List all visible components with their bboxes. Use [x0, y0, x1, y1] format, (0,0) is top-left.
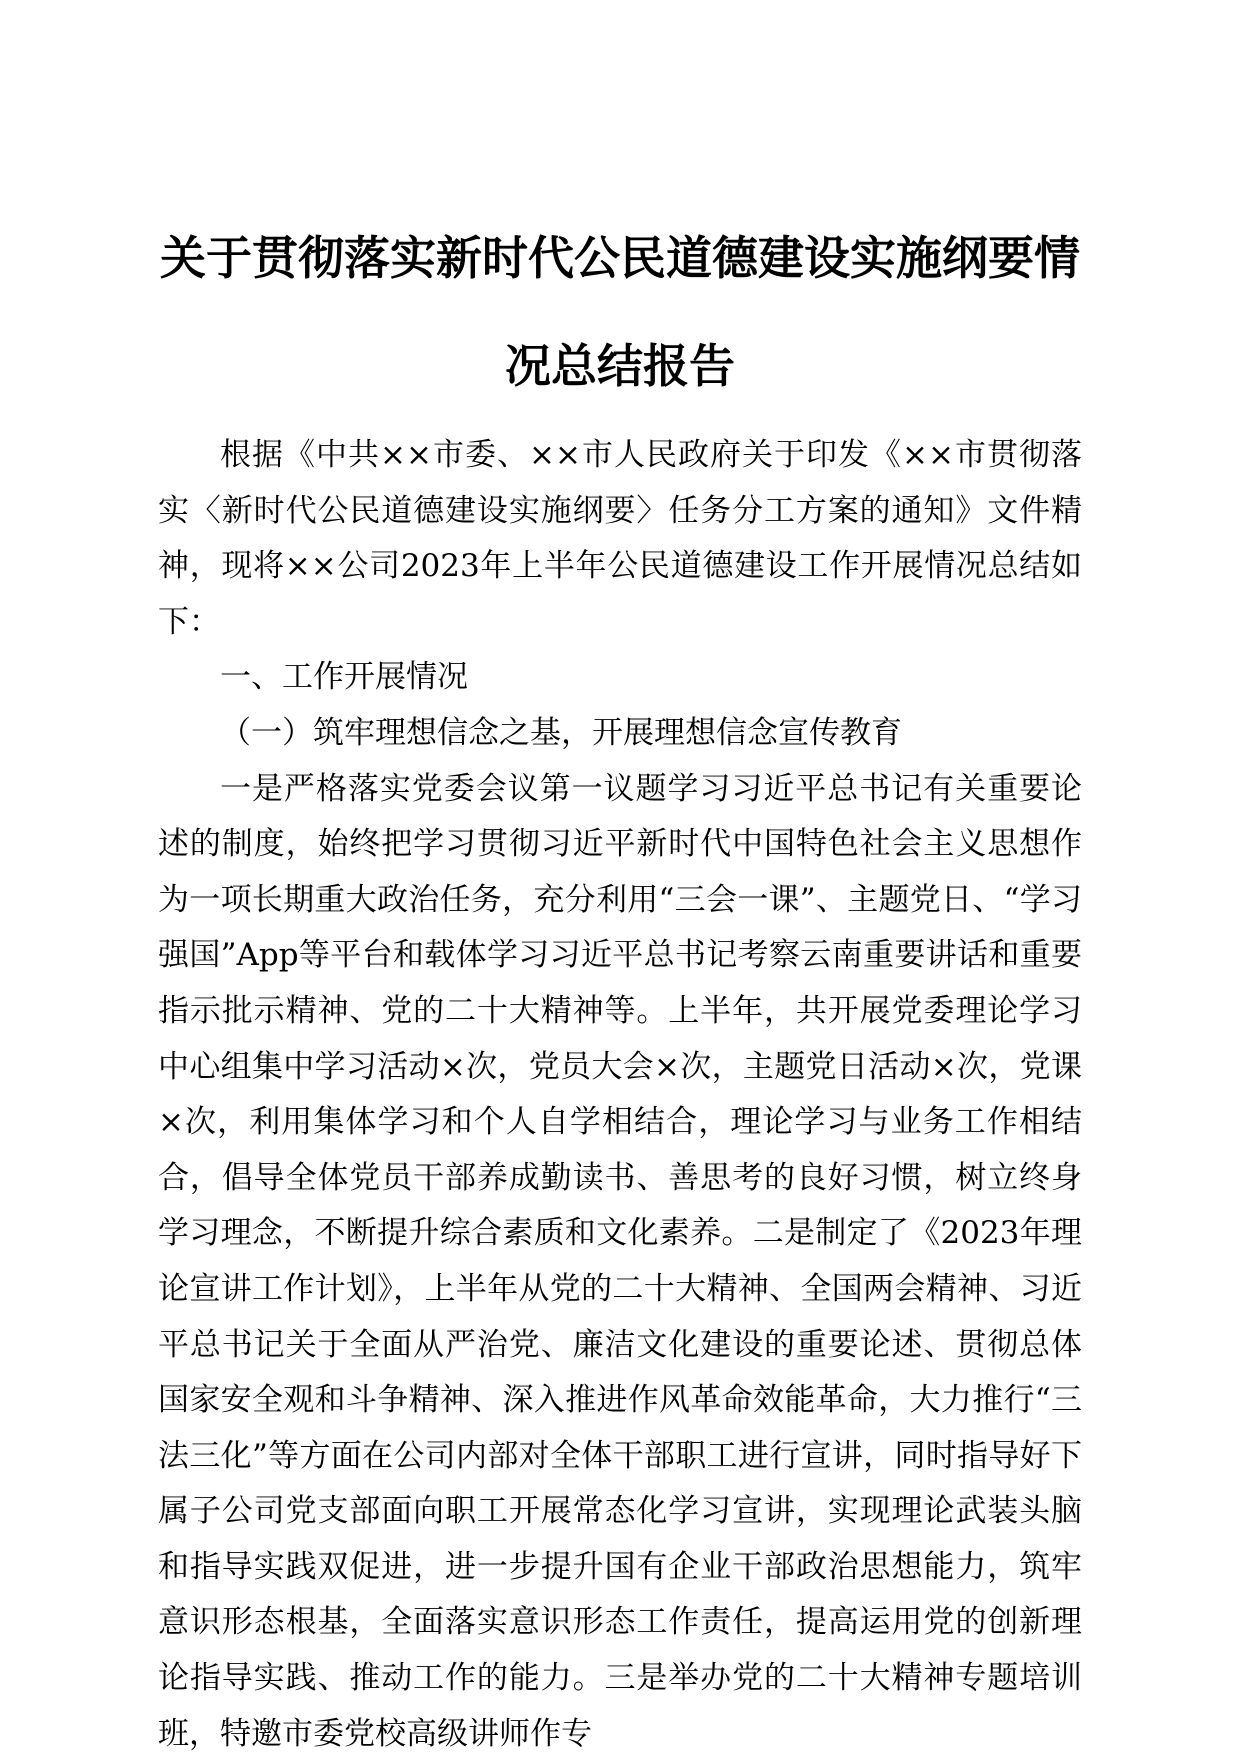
document-body	[158, 428, 1082, 1762]
section-heading: 一、工作开展情况	[220, 659, 468, 696]
body-paragraph: 一是严格落实党委会议第一议题学习习近平总书记有关重要论述的制度，始终把学习贯彻习近平新时代中国特色社会主义思想作为一项长期重大政治任务，充分利用“三会一课”、主题党日、“学习强国”App等平台和载体学习习近平总书记考察云南重要讲话和重要指示批示精神、党的二十大精神等。上半年，共开展党委理论学习中心组集中学习活动×次，党员大会×次，主题党日活动×次，党课×次，利用集体学习和个人自学相结合，理论学习与业务工作相结合，倡导全体党员干部养成勤读书、善思考的良好习惯，树立终身学习理念，不断提升综合素质和文化素养。二是制定了《2023年理论宣讲工作计划》，上半年从党的二十大精神、全国两会精神、习近平总书记关于全面从严治党、廉洁文化建设的重要论述、贯彻总体国家安全观和斗争精神、深入推进作风革命效能革命，大力推行“三法三化”等方面在公司内部对全体干部职工进行宣讲，同时指导好下属子公司党支部面向职工开展常态化学习宣讲，实现理论武装头脑和指导实践双促进，进一步提升国有企业干部政治思想能力，筑牢意识形态根基，全面落实意识形态工作责任，提高运用党的创新理论指导实践、推动工作的能力。三是举办党的二十大精神专题培训班，特邀市委党校高级讲师作专	[158, 770, 1082, 1752]
document-title-line-2: 况总结报告	[505, 339, 735, 393]
subsection-heading: （一）筑牢理想信念之基，开展理想信念宣传教育	[220, 714, 902, 751]
intro-paragraph: 根据《中共××市委、××市人民政府关于印发《××市贯彻落实〈新时代公民道德建设实施纲要〉任务分工方案的通知》文件精神，现将××公司2023年上半年公民道德建设工作开展情况总结如下：	[158, 437, 1082, 640]
document-title-line-1: 关于贯彻落实新时代公民道德建设实施纲要情	[160, 231, 1080, 285]
